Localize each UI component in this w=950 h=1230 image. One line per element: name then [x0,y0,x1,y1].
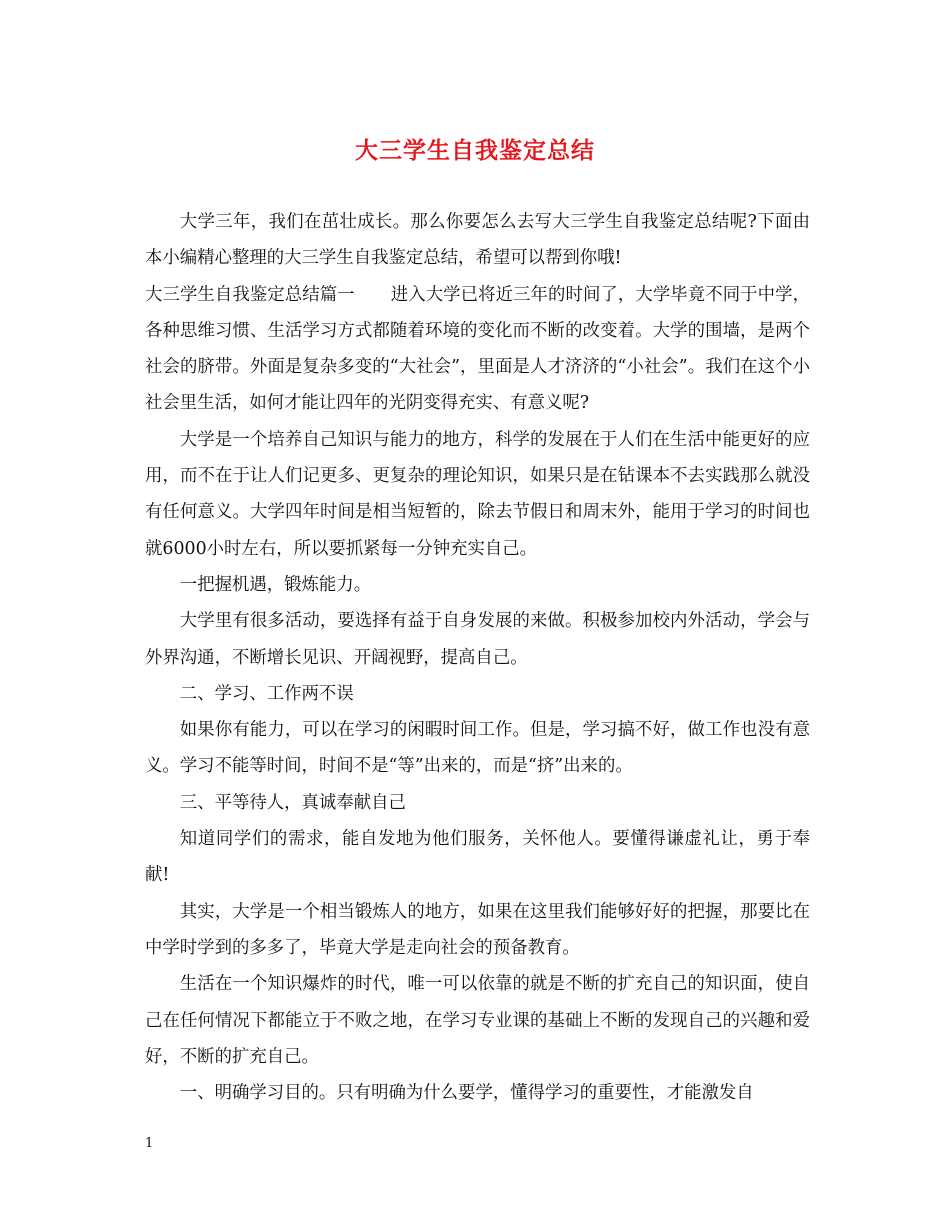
body-paragraph: 大学里有很多活动，要选择有益于自身发展的来做。积极参加校内外活动，学会与外界沟通，不断增长见识、开阔视野，提高自己。 [145,611,810,668]
section-paragraph [145,277,810,422]
document-title: 大三学生自我鉴定总结 [355,137,595,164]
page-number: 1 [145,1136,154,1151]
body-paragraph: 二、学习、工作两不误 [179,683,354,704]
section-first-text: 进入大学已将近三年的时间了，大学毕竟不同于中学，各种思维习惯、生活学习方式都随着环境的变化而不断的改变着。大学的围墙，是两个社会的脐带。外面是复杂多变的“大社会”，里面是人才济济的“小社会”。我们在这个小社会里生活，如何才能让四年的光阴变得充实、有意义呢? [145,284,810,414]
body-paragraph: 一把握机遇，锻炼能力。 [179,574,372,595]
body-paragraph: 三、平等待人，真诚奉献自己 [179,792,406,813]
body-paragraph: 知道同学们的需求，能自发地为他们服务，关怀他人。要懂得谦虚礼让，勇于奉献! [145,829,810,886]
body-paragraph: 其实，大学是一个相当锻炼人的地方，如果在这里我们能够好好的把握，那要比在中学时学到的多多了，毕竟大学是走向社会的预备教育。 [145,901,810,958]
body-paragraph: 一、明确学习目的。只有明确为什么要学，懂得学习的重要性，才能激发自 [179,1083,754,1104]
body-paragraph: 大学是一个培养自己知识与能力的地方，科学的发展在于人们在生活中能更好的应用，而不在于让人们记更多、更复杂的理论知识，如果只是在钻课本不去实践那么就没有任何意义。大学四年时间是相当短暂的，除去节假日和周末外，能用于学习的时间也就6000小时左右，所以要抓紧每一分钟充实自己。 [145,429,810,559]
intro-paragraph: 大学三年，我们在茁壮成长。那么你要怎么去写大三学生自我鉴定总结呢?下面由本小编精心整理的大三学生自我鉴定总结，希望可以帮到你哦! [145,212,810,269]
document-body [145,204,810,1111]
section-heading: 大三学生自我鉴定总结篇一 [145,284,355,305]
body-paragraph: 如果你有能力，可以在学习的闲暇时间工作。但是，学习搞不好，做工作也没有意义。学习不能等时间，时间不是“等”出来的，而是“挤”出来的。 [145,720,810,777]
body-paragraph: 生活在一个知识爆炸的时代，唯一可以依靠的就是不断的扩充自己的知识面，使自己在任何情况下都能立于不败之地，在学习专业课的基础上不断的发现自己的兴趣和爱好，不断的扩充自己。 [145,974,810,1067]
